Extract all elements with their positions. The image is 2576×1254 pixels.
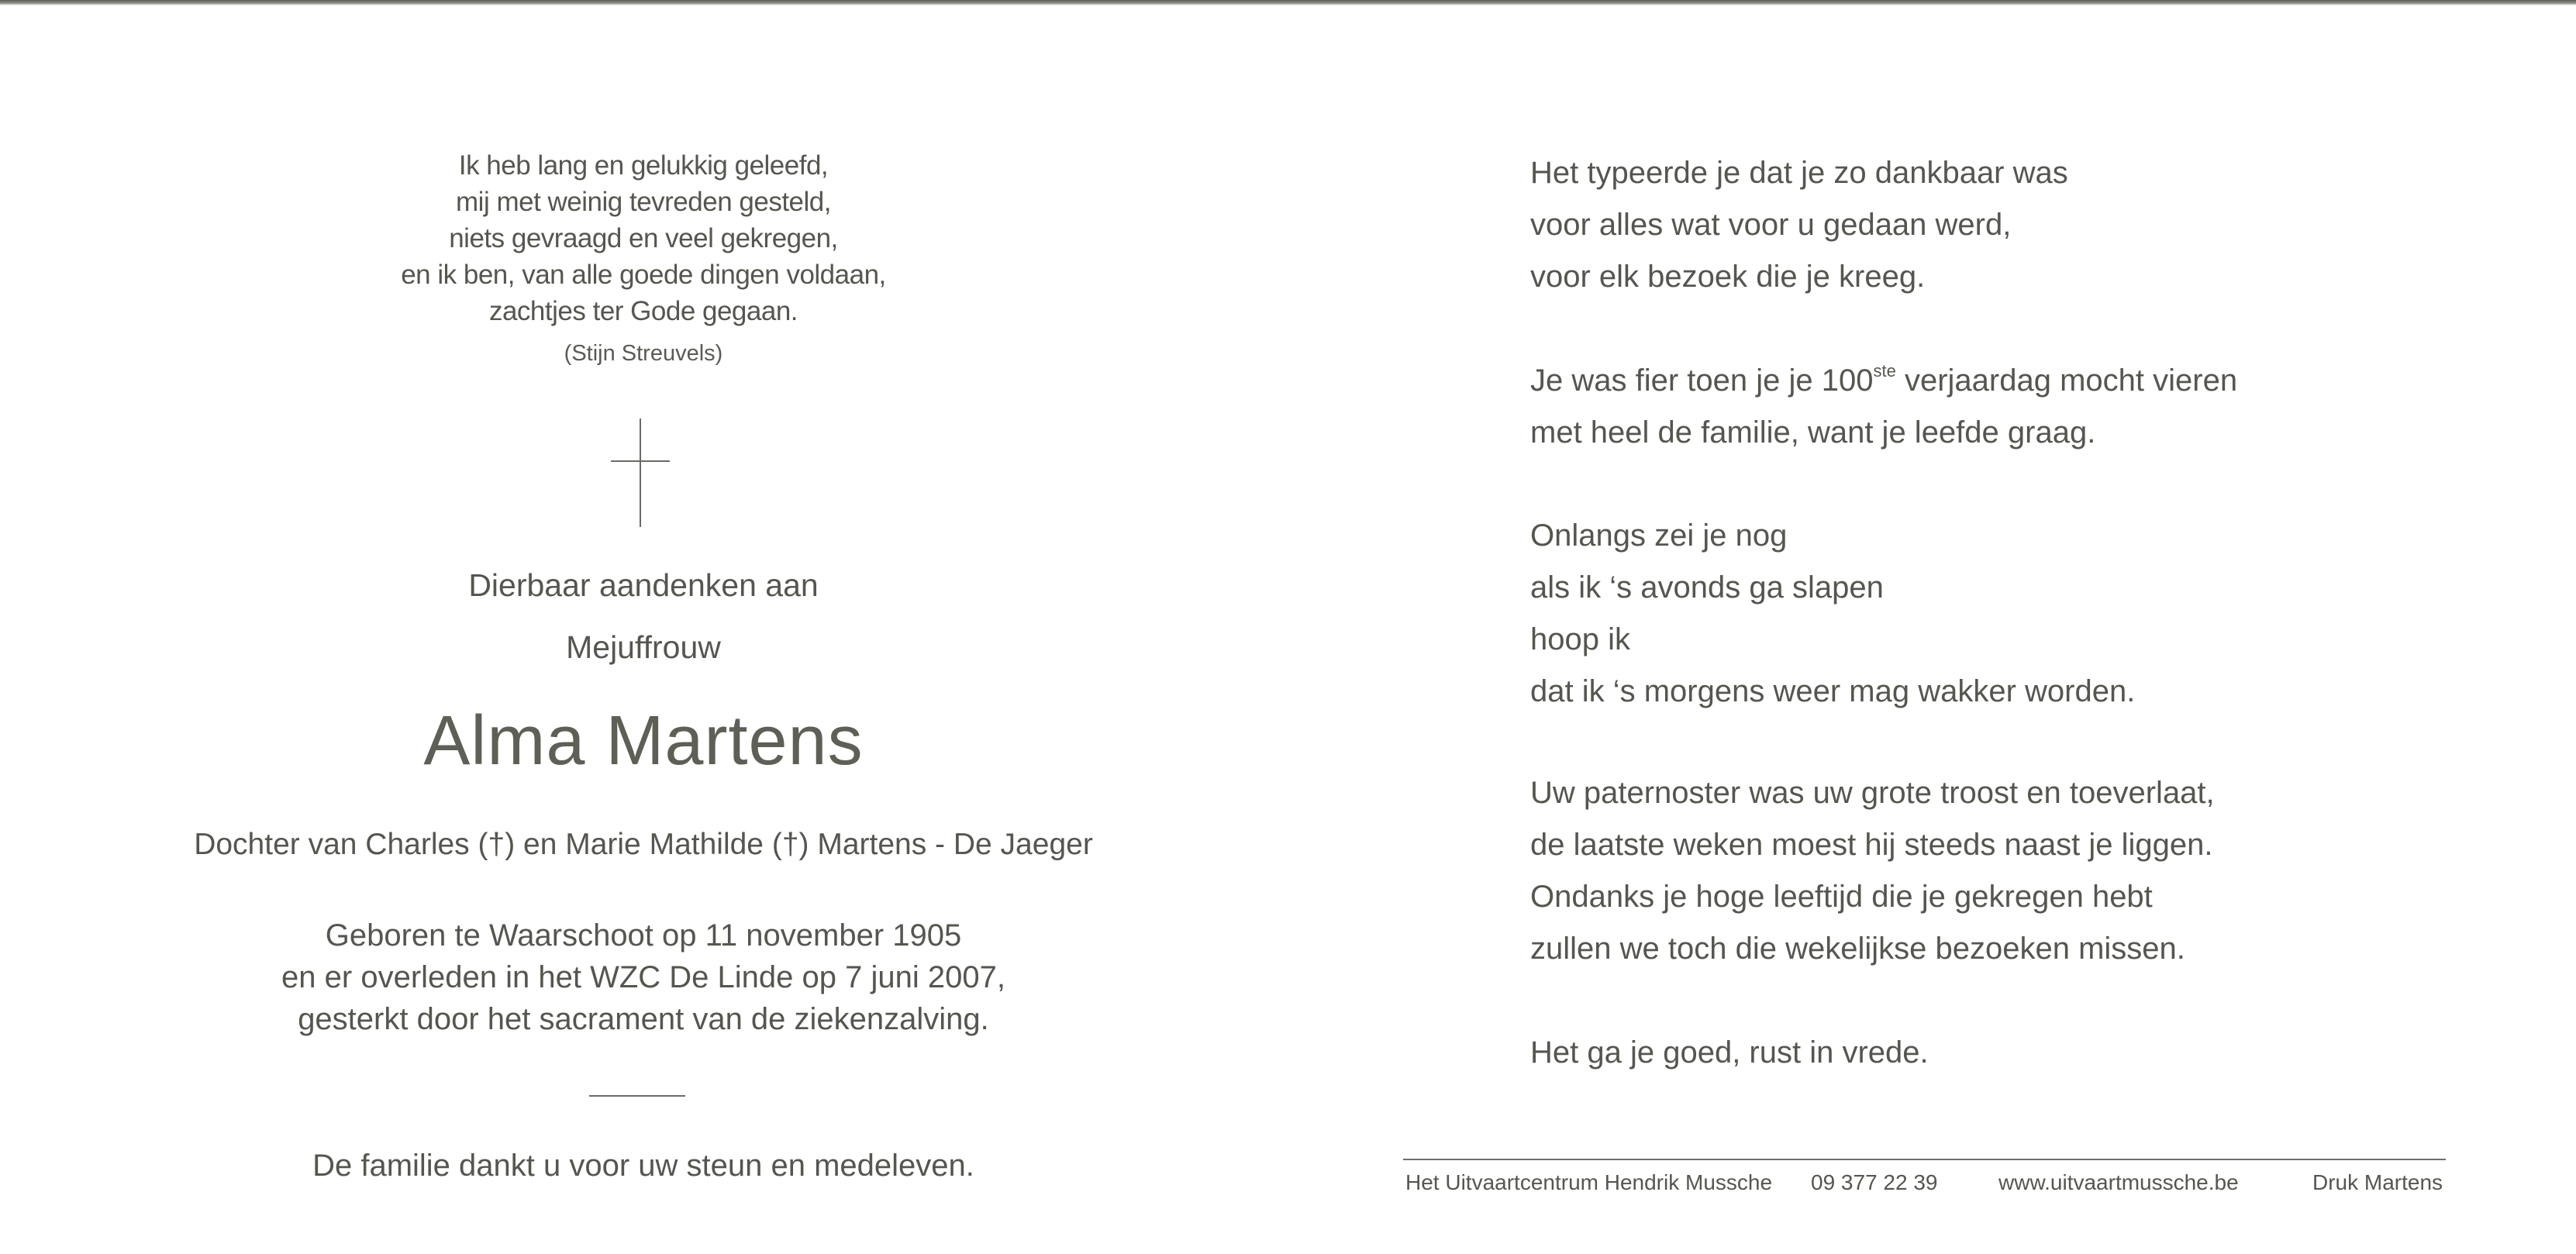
detail-line: gesterkt door het sacrament van de ziekenzalving. xyxy=(298,1002,989,1036)
poem-line: niets gevraagd en veel gekregen, xyxy=(449,223,838,253)
stanza-line: Uw paternoster was uw grote troost en toeverlaat, xyxy=(1530,776,2215,810)
parents-line: Dochter van Charles (†) en Marie Mathilde (†) Martens - De Jaeger xyxy=(194,828,1093,861)
poem-line: zachtjes ter Gode gegaan. xyxy=(488,296,798,326)
stanza-line: Ondanks je hoge leeftijd die je gekregen hebt xyxy=(1530,880,2153,914)
tribute-stanza xyxy=(1530,147,2538,303)
poem xyxy=(256,147,1031,329)
stanza-line: als ik ‘s avonds ga slapen xyxy=(1530,570,1884,605)
deceased-name: Alma Martens xyxy=(423,702,864,780)
detail-line: en er overleden in het WZC De Linde op 7 juni 2007, xyxy=(281,960,1005,994)
family-thanks: De familie dankt u voor uw steun en medeleven. xyxy=(312,1149,974,1183)
stanza-line: met heel de familie, want je leefde graag. xyxy=(1530,415,2096,450)
tribute-stanza xyxy=(1530,355,2538,459)
stanza-line: hoop ik xyxy=(1530,622,1630,656)
footer-funeral-home: Het Uitvaartcentrum Hendrik Mussche xyxy=(1405,1170,1773,1194)
left-panel xyxy=(0,0,1287,1254)
footer-phone: 09 377 22 39 xyxy=(1811,1170,1938,1194)
poem-line: Ik heb lang en gelukkig geleefd, xyxy=(458,150,829,181)
detail-line: Geboren te Waarschoot op 11 november 1905 xyxy=(325,918,962,953)
tribute-stanza xyxy=(1530,767,2538,975)
memorial-intro: Dierbaar aandenken aan xyxy=(468,567,819,603)
stanza-line: voor elk bezoek die je kreeg. xyxy=(1530,260,1926,294)
right-panel xyxy=(1287,0,2576,1254)
footer-website: www.uitvaartmussche.be xyxy=(1998,1170,2239,1194)
footer-rule xyxy=(1403,1159,2446,1160)
stanza-line: voor alles wat voor u gedaan werd, xyxy=(1530,208,2012,242)
poem-line: en ik ben, van alle goede dingen voldaan, xyxy=(401,260,886,290)
divider xyxy=(589,1095,685,1097)
poem-attribution: (Stijn Streuvels) xyxy=(564,341,723,366)
tribute-closing: Het ga je goed, rust in vrede. xyxy=(1530,1035,1929,1070)
stanza-line: Onlangs zei je nog xyxy=(1530,518,1788,553)
tribute-stanza xyxy=(1530,510,2538,718)
footer-printer: Druk Martens xyxy=(2312,1170,2443,1194)
stanza-line: Het typeerde je dat je zo dankbaar was xyxy=(1530,156,2068,190)
stanza-line: de laatste weken moest hij steeds naast je liggen. xyxy=(1530,828,2213,862)
cross-icon xyxy=(611,419,670,527)
birth-death-details xyxy=(101,915,1186,1040)
honorific: Mejuffrouw xyxy=(566,629,721,665)
stanza-line: zullen we toch die wekelijkse bezoeken missen. xyxy=(1530,932,2185,966)
stanza-line: dat ik ‘s morgens weer mag wakker worden. xyxy=(1530,674,2136,708)
ordinal-suffix: ste xyxy=(1873,361,1896,381)
stanza-line: Je was fier toen je je 100ste verjaardag mocht vieren xyxy=(1530,361,2238,398)
poem-line: mij met weinig tevreden gesteld, xyxy=(456,187,831,217)
